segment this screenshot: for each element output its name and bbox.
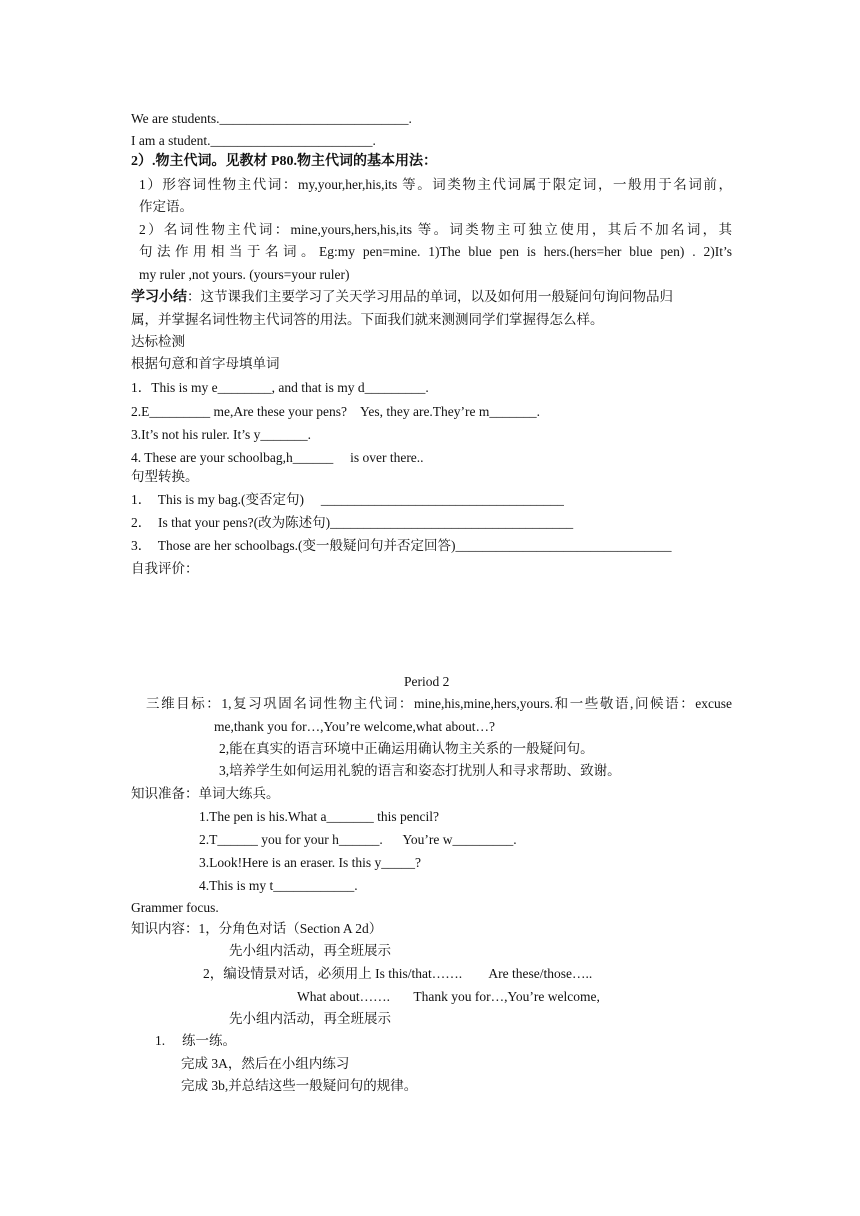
summary-text: ：这节课我们主要学习了关天学习用品的单词，以及如何用一般疑问句询问物品归 [187,289,673,304]
body-line: 知识内容：1，分角色对话（Section A 2d） [131,921,383,936]
body-line: 2，编设情景对话，必须用上 Is this/that……. Are these/those….. [203,966,593,981]
exercise-line: 2.E_________ me,Are these your pens? Yes, they are.They’re m_______. [131,404,541,419]
body-line: 2）名词性物主代词：mine,yours,hers,his,its 等。词类物主可独立使用，其后不加名词，其 [139,222,732,237]
exercise-line: 1． This is my bag.(变否定句) ____________________________________ [131,492,564,507]
subheading: 达标检测 [131,334,185,349]
objectives-line: 三维目标：1,复习巩固名词性物主代词：mine,his,mine,hers,yours.和一些敬语,问候语：excuse [146,696,732,711]
exercise-line: 4. These are your schoolbag,h______ is over there.. [131,450,424,465]
body-line: 先小组内活动，再全班展示 [229,1011,391,1026]
period-title: Period 2 [404,674,450,689]
list-item: 1. 练一练。 [155,1033,236,1048]
exercise-line: I am a student.________________________. [131,133,376,148]
exercise-line: 3． Those are her schoolbags.(变一般疑问句并否定回答)________________________________ [131,538,672,553]
exercise-line: 2． Is that your pens?(改为陈述句)____________________________________ [131,515,574,530]
exercise-line: 3.Look!Here is an eraser. Is this y_____? [199,855,421,870]
summary-label: 学习小结 [131,290,187,305]
body-line: 属，并掌握名词性物主代词答的用法。下面我们就来测测同学们掌握得怎么样。 [131,312,604,327]
exercise-line: 2.T______ you for your h______. You’re w_________. [199,832,517,847]
exercise-line: 1.The pen is his.What a_______ this pencil? [199,809,439,824]
subheading: 句型转换。 [131,469,199,484]
section-heading: 2）.物主代词。见教材 P80.物主代词的基本用法： [131,154,438,169]
body-line: 作定语。 [139,199,193,214]
body-line: my ruler ,not yours. (yours=your ruler) [139,267,350,282]
exercise-line: 4.This is my t____________. [199,878,358,893]
exercise-line: 1．This is my e________, and that is my d_________. [131,380,429,395]
subheading: Grammer focus. [131,900,219,915]
objectives-line: me,thank you for…,You’re welcome,what about…? [214,719,495,734]
body-line: 完成 3A，然后在小组内练习 [181,1056,350,1071]
exercise-line: 3.It’s not his ruler. It’s y_______. [131,427,311,442]
self-evaluation-label: 自我评价： [131,561,199,576]
subheading: 根据句意和首字母填单词 [131,356,280,371]
body-line: What about……. Thank you for…,You’re welcome, [297,989,600,1004]
summary-line [131,288,673,307]
objectives-line: 2,能在真实的语言环境中正确运用确认物主关系的一般疑问句。 [219,741,594,756]
objectives-line: 3,培养学生如何运用礼貌的语言和姿态打扰别人和寻求帮助、致谢。 [219,763,621,778]
body-line: 完成 3b,并总结这些一般疑问句的规律。 [181,1078,418,1093]
exercise-line: We are students.____________________________. [131,111,412,126]
body-line: 句法作用相当于名词。Eg:my pen=mine. 1)The blue pen is hers.(hers=her blue pen) . 2)It’s [139,244,732,259]
body-line: 先小组内活动，再全班展示 [229,943,391,958]
subheading: 知识准备：单词大练兵。 [131,786,280,801]
body-line: 1）形容词性物主代词：my,your,her,his,its 等。词类物主代词属于限定词，一般用于名词前， [139,177,732,192]
